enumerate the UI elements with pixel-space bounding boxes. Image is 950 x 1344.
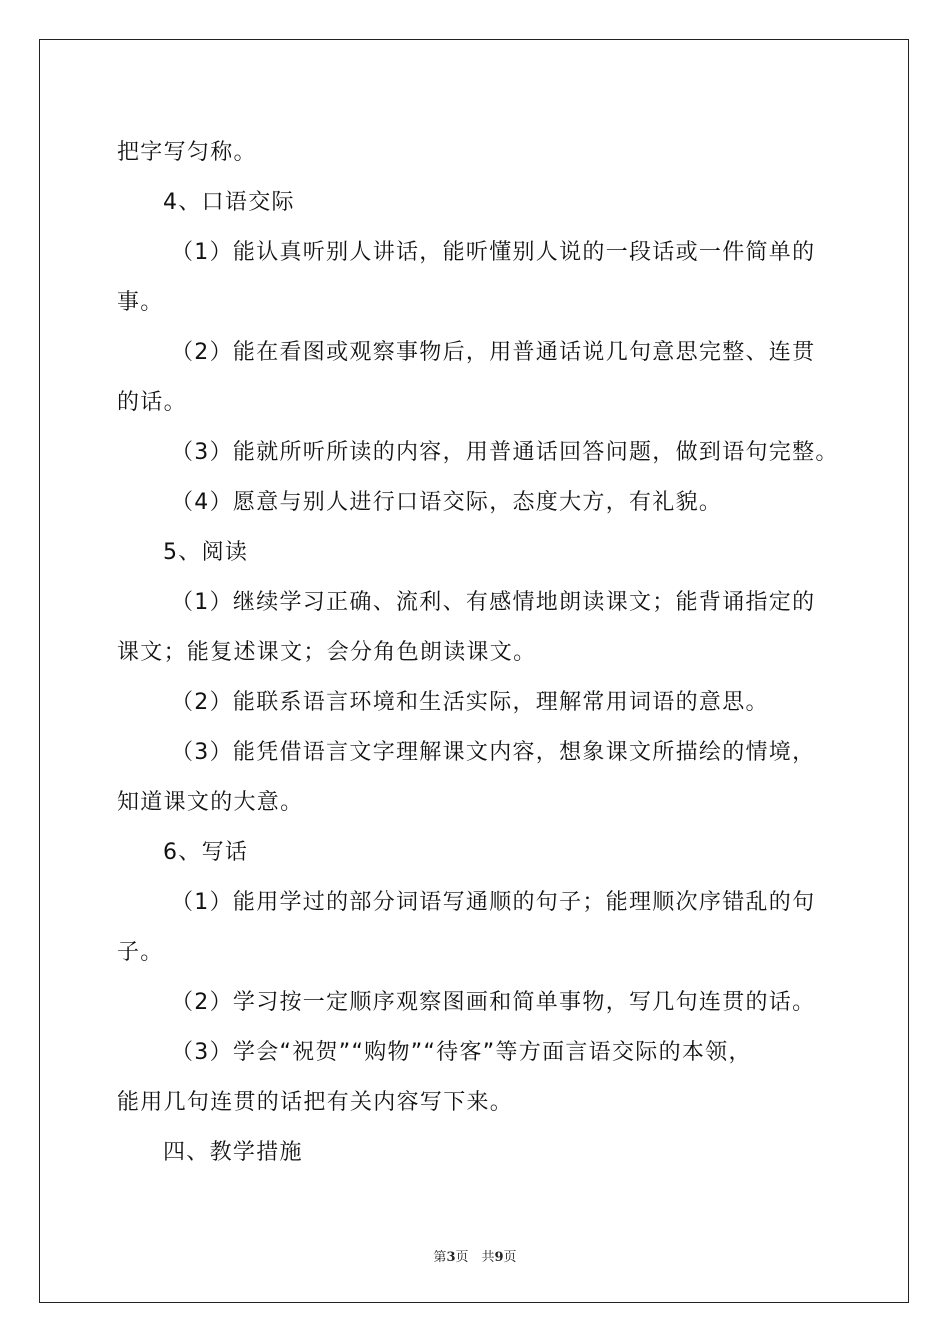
footer-prefix: 第: [433, 1250, 447, 1265]
paragraph-line: （1）能认真听别人讲话，能听懂别人说的一段话或一件简单的: [171, 240, 816, 265]
total-page-number: 9: [494, 1250, 504, 1265]
paragraph-line: 事。: [117, 290, 164, 315]
paragraph-line: （3）学会“祝贺”“购物”“待客”等方面言语交际的本领，: [171, 1040, 752, 1065]
paragraph-line: （3）能凭借语言文字理解课文内容，想象课文所描绘的情境，: [171, 740, 816, 765]
paragraph-line: 课文；能复述课文；会分角色朗读课文。: [117, 640, 537, 665]
paragraph-line: 的话。: [117, 390, 187, 415]
document-body: [117, 128, 837, 1178]
section-heading-writing: 6、写话: [163, 840, 249, 865]
current-page-number: 3: [446, 1250, 456, 1265]
section-heading-reading: 5、阅读: [163, 540, 249, 565]
paragraph-line: 能用几句连贯的话把有关内容写下来。: [117, 1090, 514, 1115]
paragraph-line: （2）能在看图或观察事物后，用普通话说几句意思完整、连贯: [171, 340, 816, 365]
section-heading-oral-communication: 4、口语交际: [163, 190, 295, 215]
paragraph-line: （2）能联系语言环境和生活实际，理解常用词语的意思。: [171, 690, 769, 715]
paragraph-line: 子。: [117, 940, 164, 965]
paragraph-line: （1）能用学过的部分词语写通顺的句子；能理顺次序错乱的句: [171, 890, 816, 915]
paragraph-line: （1）继续学习正确、流利、有感情地朗读课文；能背诵指定的: [171, 590, 816, 615]
paragraph-line: 把字写匀称。: [117, 140, 257, 165]
paragraph-line: （3）能就所听所读的内容，用普通话回答问题，做到语句完整。: [171, 440, 839, 465]
paragraph-line: （2）学习按一定顺序观察图画和简单事物，写几句连贯的话。: [171, 990, 816, 1015]
section-heading-teaching-measures: 四、教学措施: [163, 1140, 303, 1165]
page-footer: [0, 1246, 950, 1265]
footer-suffix: 页: [503, 1250, 517, 1265]
footer-mid: 页 共: [455, 1250, 495, 1265]
paragraph-line: （4）愿意与别人进行口语交际，态度大方，有礼貌。: [171, 490, 723, 515]
paragraph-line: 知道课文的大意。: [117, 790, 304, 815]
